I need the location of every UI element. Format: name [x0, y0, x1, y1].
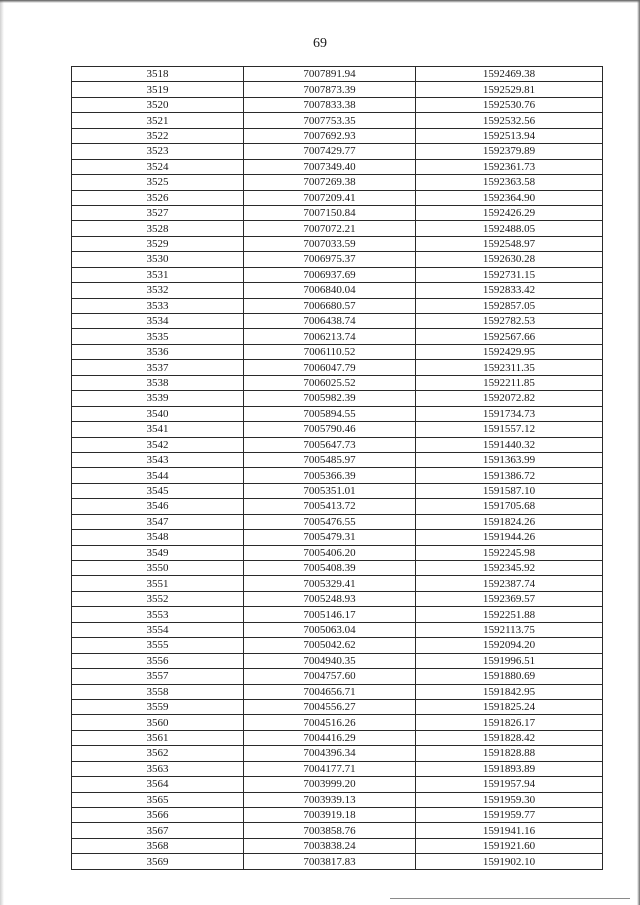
point-number-cell: 3531 [72, 267, 244, 282]
table-row [72, 67, 603, 82]
table-row [72, 375, 603, 390]
point-number-cell: 3557 [72, 669, 244, 684]
point-number-cell: 3550 [72, 561, 244, 576]
y-coordinate-cell: 1591921.60 [416, 838, 603, 853]
x-coordinate-cell: 7005146.17 [244, 607, 416, 622]
x-coordinate-cell: 7005485.97 [244, 452, 416, 467]
table-row [72, 391, 603, 406]
x-coordinate-cell: 7004556.27 [244, 699, 416, 714]
x-coordinate-cell: 7006975.37 [244, 252, 416, 267]
x-coordinate-cell: 7006680.57 [244, 298, 416, 313]
table-row [72, 113, 603, 128]
point-number-cell: 3521 [72, 113, 244, 128]
y-coordinate-cell: 1592113.75 [416, 622, 603, 637]
table-row [72, 792, 603, 807]
y-coordinate-cell: 1592469.38 [416, 67, 603, 82]
y-coordinate-cell: 1592379.89 [416, 144, 603, 159]
y-coordinate-cell: 1592211.85 [416, 375, 603, 390]
y-coordinate-cell: 1591828.88 [416, 746, 603, 761]
y-coordinate-cell: 1592630.28 [416, 252, 603, 267]
x-coordinate-cell: 7005406.20 [244, 545, 416, 560]
scan-edge-top [0, 0, 640, 3]
table-row [72, 252, 603, 267]
y-coordinate-cell: 1592532.56 [416, 113, 603, 128]
point-number-cell: 3567 [72, 823, 244, 838]
point-number-cell: 3548 [72, 530, 244, 545]
table-row [72, 236, 603, 251]
table-row [72, 267, 603, 282]
point-number-cell: 3522 [72, 128, 244, 143]
table-row [72, 97, 603, 112]
y-coordinate-cell: 1592529.81 [416, 82, 603, 97]
x-coordinate-cell: 7006110.52 [244, 344, 416, 359]
table-row [72, 283, 603, 298]
y-coordinate-cell: 1592488.05 [416, 221, 603, 236]
y-coordinate-cell: 1591363.99 [416, 452, 603, 467]
y-coordinate-cell: 1592833.42 [416, 283, 603, 298]
table-row [72, 746, 603, 761]
x-coordinate-cell: 7004516.26 [244, 715, 416, 730]
point-number-cell: 3552 [72, 591, 244, 606]
y-coordinate-cell: 1591587.10 [416, 483, 603, 498]
table-row [72, 669, 603, 684]
x-coordinate-cell: 7005042.62 [244, 638, 416, 653]
table-row [72, 761, 603, 776]
x-coordinate-cell: 7007209.41 [244, 190, 416, 205]
y-coordinate-cell: 1591557.12 [416, 422, 603, 437]
x-coordinate-cell: 7006438.74 [244, 314, 416, 329]
x-coordinate-cell: 7004757.60 [244, 669, 416, 684]
x-coordinate-cell: 7007072.21 [244, 221, 416, 236]
y-coordinate-cell: 1591825.24 [416, 699, 603, 714]
table-row [72, 638, 603, 653]
x-coordinate-cell: 7005647.73 [244, 437, 416, 452]
table-row [72, 190, 603, 205]
x-coordinate-cell: 7003838.24 [244, 838, 416, 853]
x-coordinate-cell: 7007753.35 [244, 113, 416, 128]
x-coordinate-cell: 7006213.74 [244, 329, 416, 344]
point-number-cell: 3542 [72, 437, 244, 452]
x-coordinate-cell: 7005248.93 [244, 591, 416, 606]
x-coordinate-cell: 7005982.39 [244, 391, 416, 406]
table-row [72, 576, 603, 591]
table-row [72, 854, 603, 869]
y-coordinate-cell: 1592731.15 [416, 267, 603, 282]
point-number-cell: 3545 [72, 483, 244, 498]
x-coordinate-cell: 7005790.46 [244, 422, 416, 437]
x-coordinate-cell: 7003817.83 [244, 854, 416, 869]
point-number-cell: 3546 [72, 499, 244, 514]
table-row [72, 699, 603, 714]
y-coordinate-cell: 1591902.10 [416, 854, 603, 869]
table-row [72, 406, 603, 421]
x-coordinate-cell: 7003939.13 [244, 792, 416, 807]
table-row [72, 499, 603, 514]
y-coordinate-cell: 1591842.95 [416, 684, 603, 699]
y-coordinate-cell: 1591734.73 [416, 406, 603, 421]
y-coordinate-cell: 1591826.17 [416, 715, 603, 730]
x-coordinate-cell: 7005329.41 [244, 576, 416, 591]
y-coordinate-cell: 1591893.89 [416, 761, 603, 776]
x-coordinate-cell: 7007033.59 [244, 236, 416, 251]
x-coordinate-cell: 7004416.29 [244, 730, 416, 745]
point-number-cell: 3559 [72, 699, 244, 714]
point-number-cell: 3544 [72, 468, 244, 483]
y-coordinate-cell: 1591828.42 [416, 730, 603, 745]
point-number-cell: 3564 [72, 777, 244, 792]
x-coordinate-cell: 7005413.72 [244, 499, 416, 514]
point-number-cell: 3543 [72, 452, 244, 467]
table-row [72, 437, 603, 452]
point-number-cell: 3518 [72, 67, 244, 82]
point-number-cell: 3529 [72, 236, 244, 251]
y-coordinate-cell: 1591996.51 [416, 653, 603, 668]
point-number-cell: 3533 [72, 298, 244, 313]
table-row [72, 82, 603, 97]
table-row [72, 159, 603, 174]
table-row [72, 715, 603, 730]
x-coordinate-cell: 7007891.94 [244, 67, 416, 82]
point-number-cell: 3565 [72, 792, 244, 807]
x-coordinate-cell: 7006047.79 [244, 360, 416, 375]
table-row [72, 684, 603, 699]
table-row [72, 314, 603, 329]
point-number-cell: 3551 [72, 576, 244, 591]
y-coordinate-cell: 1591880.69 [416, 669, 603, 684]
table-row [72, 622, 603, 637]
table-row [72, 591, 603, 606]
x-coordinate-cell: 7003858.76 [244, 823, 416, 838]
y-coordinate-cell: 1592072.82 [416, 391, 603, 406]
point-number-cell: 3538 [72, 375, 244, 390]
point-number-cell: 3525 [72, 175, 244, 190]
table-row [72, 823, 603, 838]
point-number-cell: 3556 [72, 653, 244, 668]
y-coordinate-cell: 1591705.68 [416, 499, 603, 514]
table-row [72, 452, 603, 467]
x-coordinate-cell: 7005476.55 [244, 514, 416, 529]
point-number-cell: 3524 [72, 159, 244, 174]
point-number-cell: 3527 [72, 205, 244, 220]
table-row [72, 298, 603, 313]
table-row [72, 730, 603, 745]
y-coordinate-cell: 1591959.30 [416, 792, 603, 807]
x-coordinate-cell: 7007429.77 [244, 144, 416, 159]
table-row [72, 838, 603, 853]
table-row [72, 561, 603, 576]
page-number: 69 [313, 36, 327, 51]
table-row [72, 175, 603, 190]
y-coordinate-cell: 1592251.88 [416, 607, 603, 622]
table-row [72, 468, 603, 483]
x-coordinate-cell: 7006840.04 [244, 283, 416, 298]
point-number-cell: 3530 [72, 252, 244, 267]
table-row [72, 329, 603, 344]
table-row [72, 653, 603, 668]
table-row [72, 607, 603, 622]
point-number-cell: 3523 [72, 144, 244, 159]
point-number-cell: 3532 [72, 283, 244, 298]
point-number-cell: 3555 [72, 638, 244, 653]
coordinates-table-body [72, 67, 603, 870]
point-number-cell: 3562 [72, 746, 244, 761]
y-coordinate-cell: 1592530.76 [416, 97, 603, 112]
scan-edge-left [0, 0, 4, 905]
table-row [72, 808, 603, 823]
table-row [72, 344, 603, 359]
point-number-cell: 3547 [72, 514, 244, 529]
table-row [72, 514, 603, 529]
y-coordinate-cell: 1592311.35 [416, 360, 603, 375]
y-coordinate-cell: 1592429.95 [416, 344, 603, 359]
y-coordinate-cell: 1592369.57 [416, 591, 603, 606]
table-row [72, 422, 603, 437]
y-coordinate-cell: 1591957.94 [416, 777, 603, 792]
point-number-cell: 3540 [72, 406, 244, 421]
point-number-cell: 3549 [72, 545, 244, 560]
x-coordinate-cell: 7007349.40 [244, 159, 416, 174]
x-coordinate-cell: 7005408.39 [244, 561, 416, 576]
table-row [72, 483, 603, 498]
x-coordinate-cell: 7005351.01 [244, 483, 416, 498]
point-number-cell: 3541 [72, 422, 244, 437]
y-coordinate-cell: 1592857.05 [416, 298, 603, 313]
y-coordinate-cell: 1591941.16 [416, 823, 603, 838]
x-coordinate-cell: 7005479.31 [244, 530, 416, 545]
y-coordinate-cell: 1592548.97 [416, 236, 603, 251]
point-number-cell: 3563 [72, 761, 244, 776]
table-row [72, 360, 603, 375]
x-coordinate-cell: 7003919.18 [244, 808, 416, 823]
point-number-cell: 3535 [72, 329, 244, 344]
point-number-cell: 3558 [72, 684, 244, 699]
y-coordinate-cell: 1591824.26 [416, 514, 603, 529]
x-coordinate-cell: 7004177.71 [244, 761, 416, 776]
x-coordinate-cell: 7006937.69 [244, 267, 416, 282]
point-number-cell: 3568 [72, 838, 244, 853]
y-coordinate-cell: 1592245.98 [416, 545, 603, 560]
y-coordinate-cell: 1592094.20 [416, 638, 603, 653]
point-number-cell: 3553 [72, 607, 244, 622]
y-coordinate-cell: 1591959.77 [416, 808, 603, 823]
table-row [72, 128, 603, 143]
x-coordinate-cell: 7007150.84 [244, 205, 416, 220]
point-number-cell: 3539 [72, 391, 244, 406]
table-row [72, 530, 603, 545]
table-row [72, 777, 603, 792]
table-row [72, 144, 603, 159]
y-coordinate-cell: 1592364.90 [416, 190, 603, 205]
y-coordinate-cell: 1592513.94 [416, 128, 603, 143]
point-number-cell: 3569 [72, 854, 244, 869]
scan-mark-bottom [390, 898, 630, 899]
x-coordinate-cell: 7007692.93 [244, 128, 416, 143]
x-coordinate-cell: 7007833.38 [244, 97, 416, 112]
point-number-cell: 3528 [72, 221, 244, 236]
x-coordinate-cell: 7004396.34 [244, 746, 416, 761]
y-coordinate-cell: 1591944.26 [416, 530, 603, 545]
table-row [72, 545, 603, 560]
y-coordinate-cell: 1592426.29 [416, 205, 603, 220]
point-number-cell: 3566 [72, 808, 244, 823]
y-coordinate-cell: 1592361.73 [416, 159, 603, 174]
point-number-cell: 3561 [72, 730, 244, 745]
point-number-cell: 3519 [72, 82, 244, 97]
y-coordinate-cell: 1592345.92 [416, 561, 603, 576]
point-number-cell: 3536 [72, 344, 244, 359]
table-row [72, 205, 603, 220]
x-coordinate-cell: 7003999.20 [244, 777, 416, 792]
x-coordinate-cell: 7004656.71 [244, 684, 416, 699]
point-number-cell: 3526 [72, 190, 244, 205]
x-coordinate-cell: 7004940.35 [244, 653, 416, 668]
point-number-cell: 3534 [72, 314, 244, 329]
coordinates-table [71, 66, 603, 870]
x-coordinate-cell: 7005063.04 [244, 622, 416, 637]
x-coordinate-cell: 7005894.55 [244, 406, 416, 421]
y-coordinate-cell: 1592387.74 [416, 576, 603, 591]
x-coordinate-cell: 7007873.39 [244, 82, 416, 97]
x-coordinate-cell: 7006025.52 [244, 375, 416, 390]
x-coordinate-cell: 7005366.39 [244, 468, 416, 483]
point-number-cell: 3520 [72, 97, 244, 112]
point-number-cell: 3554 [72, 622, 244, 637]
x-coordinate-cell: 7007269.38 [244, 175, 416, 190]
y-coordinate-cell: 1592782.53 [416, 314, 603, 329]
y-coordinate-cell: 1591440.32 [416, 437, 603, 452]
y-coordinate-cell: 1591386.72 [416, 468, 603, 483]
y-coordinate-cell: 1592567.66 [416, 329, 603, 344]
point-number-cell: 3537 [72, 360, 244, 375]
y-coordinate-cell: 1592363.58 [416, 175, 603, 190]
table-row [72, 221, 603, 236]
point-number-cell: 3560 [72, 715, 244, 730]
